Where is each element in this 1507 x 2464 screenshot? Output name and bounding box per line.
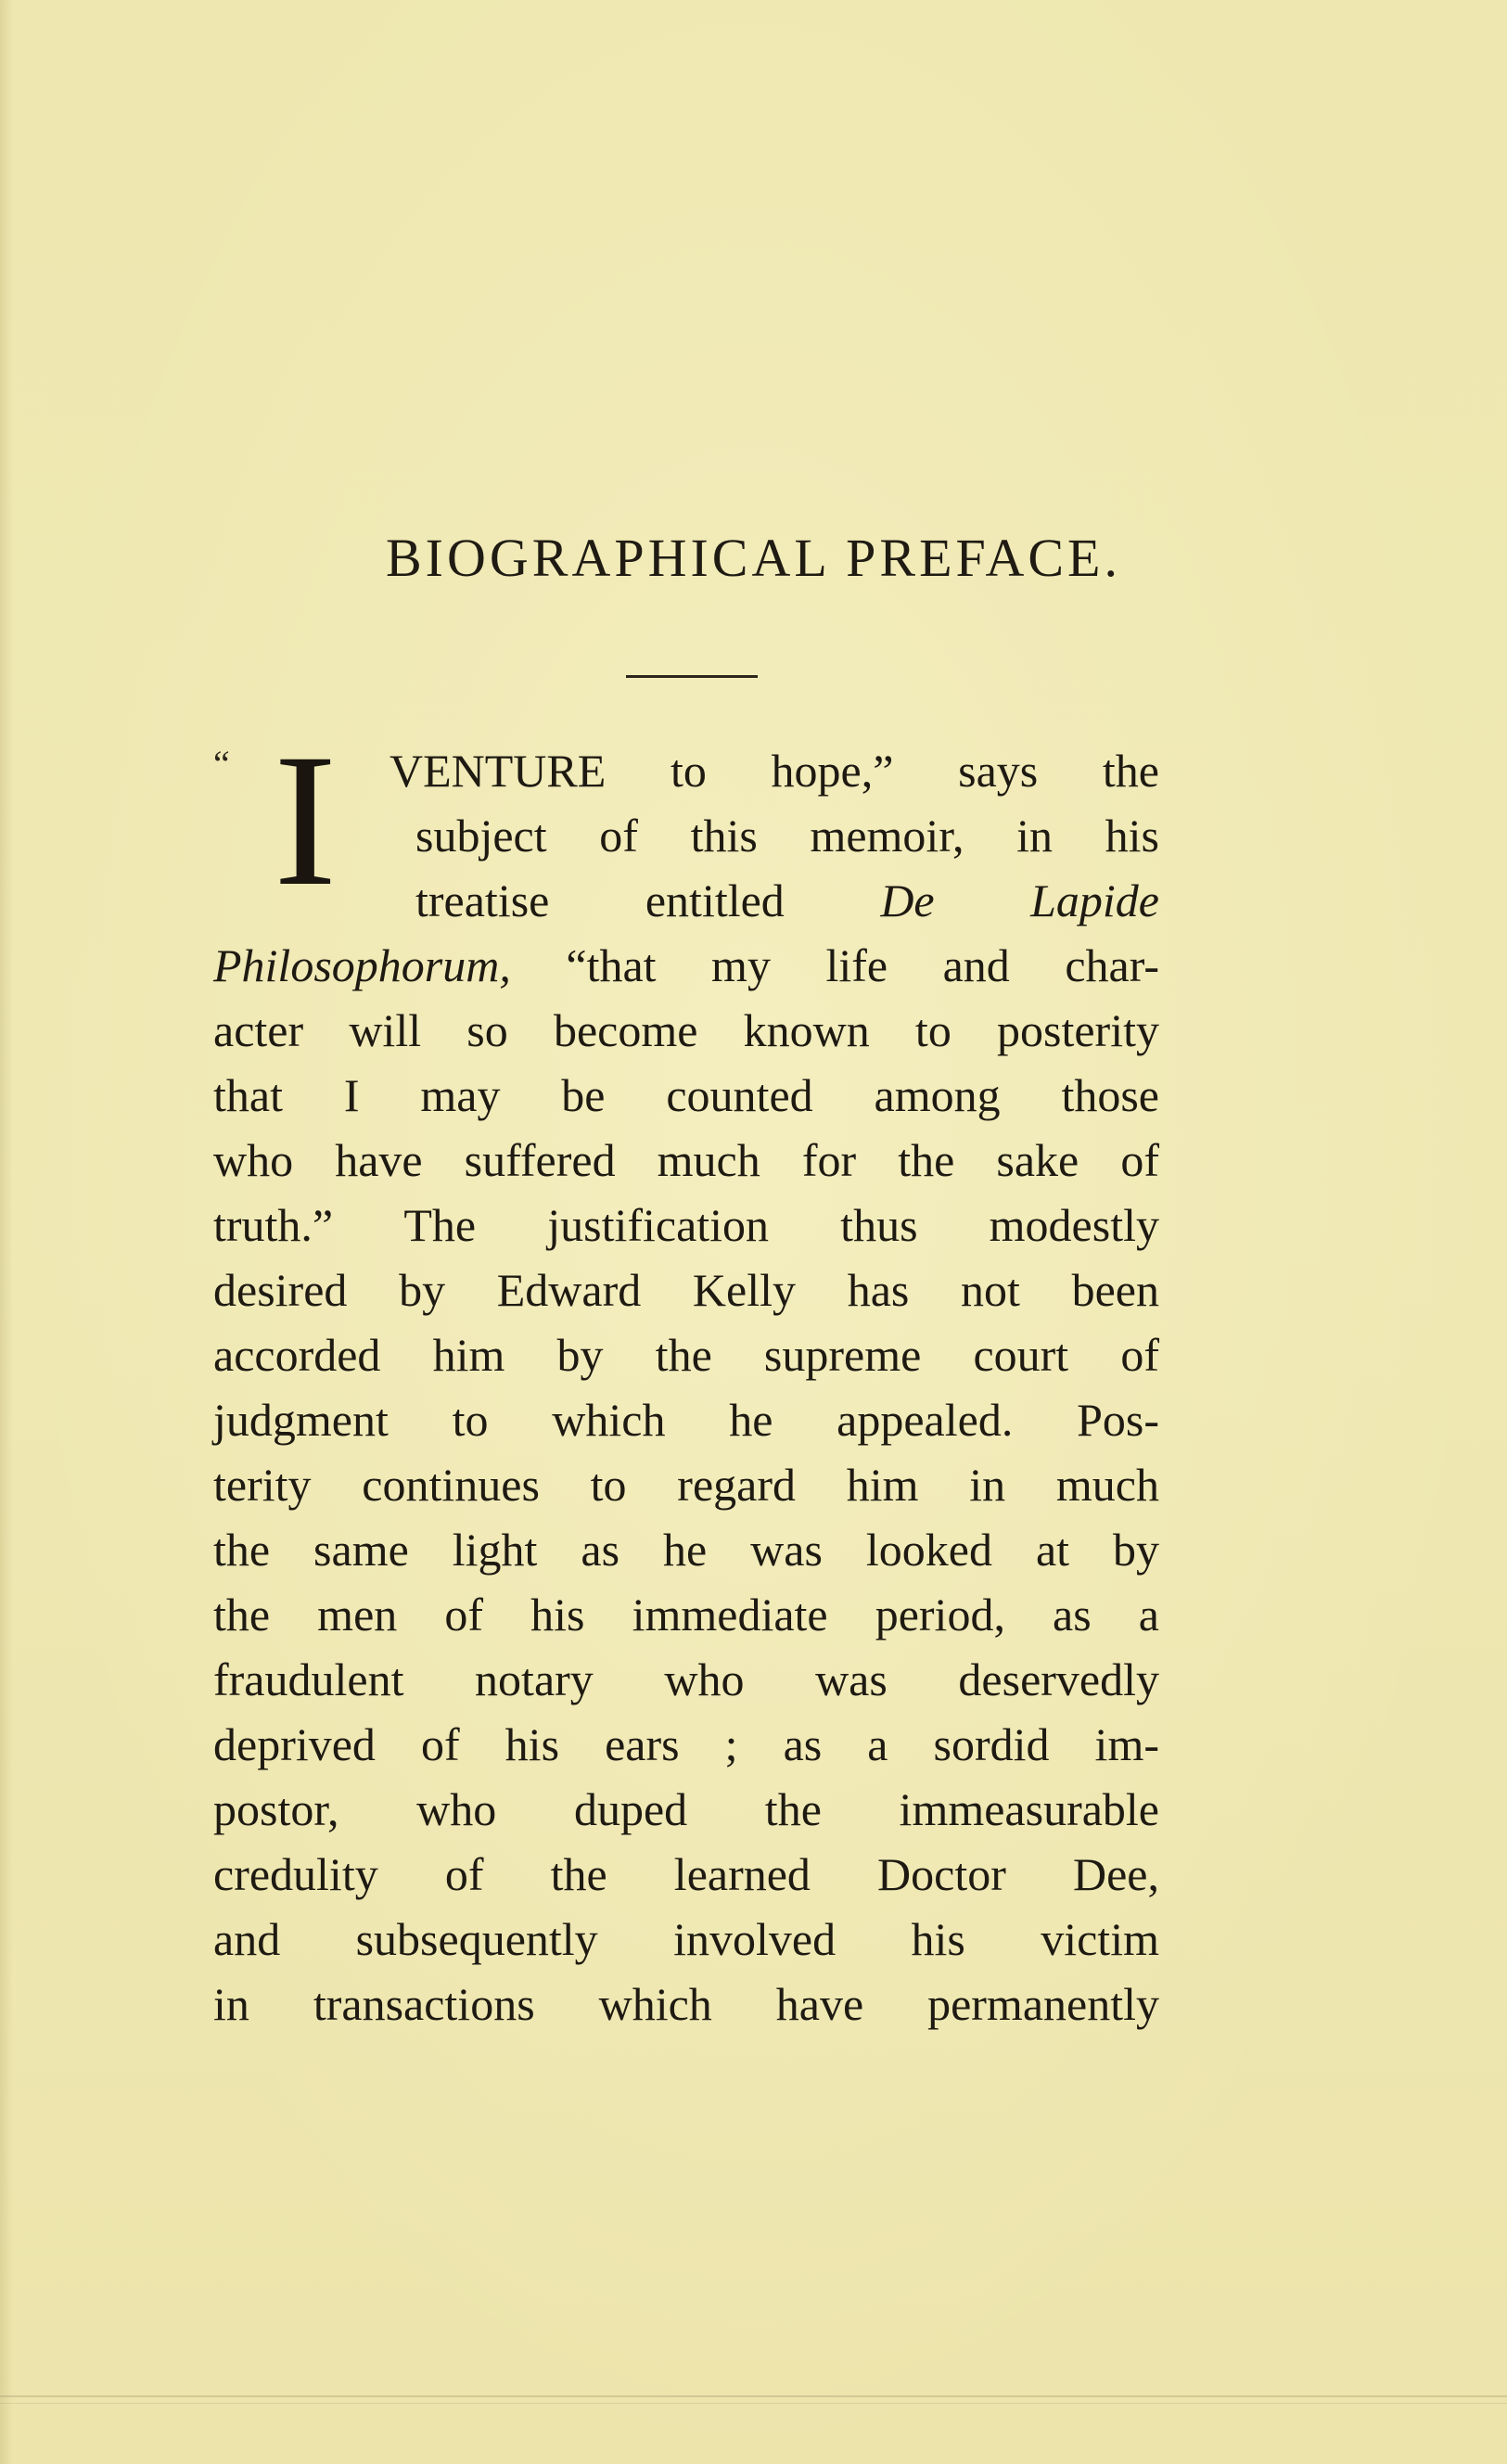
text-line: that I may be counted among those — [213, 1069, 1159, 1121]
text-line: postor, who duped the immeasurable — [213, 1783, 1159, 1835]
text-line: deprived of his ears ; as a sordid im- — [213, 1718, 1159, 1770]
page-bottom-rule — [0, 2395, 1507, 2397]
page-bottom-rule — [0, 2403, 1507, 2404]
text-line — [213, 933, 1159, 998]
body-paragraph — [213, 933, 1159, 2036]
text-line: the men of his immediate period, as a — [213, 1589, 1159, 1641]
italic-title: Philosophorum, — [213, 939, 511, 991]
text-line: and subsequently involved his victim — [213, 1913, 1159, 1965]
text-line: accorded him by the supreme court of — [213, 1329, 1159, 1381]
heading-divider — [626, 675, 758, 678]
text-line: the same light as he was looked at by — [213, 1524, 1159, 1576]
text-segment: “that my life and char- — [566, 939, 1159, 991]
text-line: acter will so become known to posterity — [213, 1004, 1159, 1056]
text-line: credulity of the learned Doctor Dee, — [213, 1848, 1159, 1900]
text-line: VENTURE to hope,” says the — [390, 745, 1159, 797]
opening-paragraph-lines — [390, 738, 1159, 933]
text-line: truth.” The justification thus modestly — [213, 1199, 1159, 1251]
text-line: fraudulent notary who was deservedly — [213, 1653, 1159, 1705]
page-edge-shadow — [0, 0, 13, 2464]
drop-cap-letter: I — [274, 715, 338, 926]
opening-quote-mark: “ — [213, 743, 230, 785]
text-line — [390, 868, 1159, 933]
text-line: subject of this memoir, in his — [415, 810, 1159, 862]
text-segment: treatise entitled — [415, 875, 785, 926]
text-line: terity continues to regard him in much — [213, 1459, 1159, 1511]
chapter-heading: BIOGRAPHICAL PREFACE. — [386, 528, 1121, 588]
text-line: desired by Edward Kelly has not been — [213, 1264, 1159, 1316]
text-line: who have suffered much for the sake of — [213, 1134, 1159, 1186]
text-line: in transactions which have permanently — [213, 1978, 1159, 2030]
italic-title: De Lapide — [880, 875, 1159, 926]
text-line: judgment to which he appealed. Pos- — [213, 1394, 1159, 1446]
